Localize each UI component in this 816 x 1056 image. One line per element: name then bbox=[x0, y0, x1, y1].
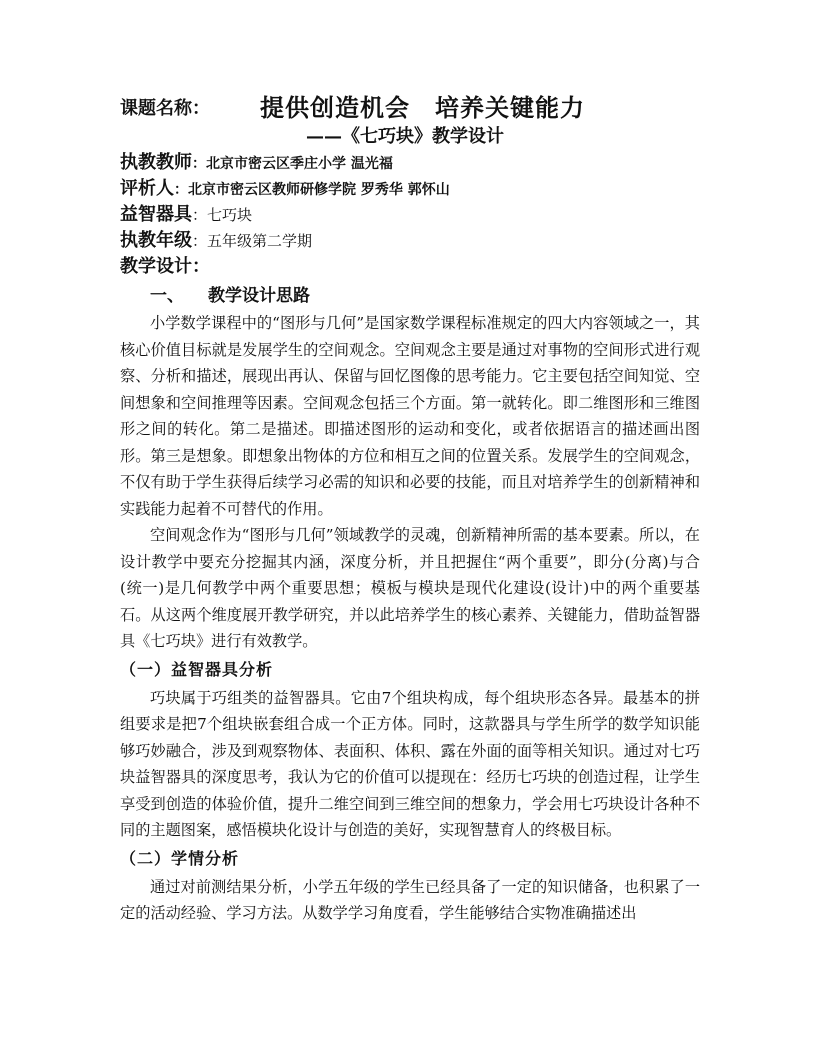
meta-grade bbox=[120, 228, 700, 254]
title-label: 课题名称： bbox=[120, 98, 210, 119]
page-title: 提供创造机会 培养关键能力 bbox=[260, 93, 585, 122]
tool-value: ：七巧块 bbox=[192, 206, 253, 224]
meta-reviewer bbox=[120, 176, 700, 202]
section-title: 教学设计思路 bbox=[208, 286, 310, 306]
subsection-heading-tool: （一）益智器具分析 bbox=[120, 659, 274, 679]
design-key: 教学设计： bbox=[120, 256, 210, 277]
section-heading-1 bbox=[120, 282, 700, 310]
document-page bbox=[120, 88, 700, 927]
teacher-key: 执教教师 bbox=[120, 152, 192, 173]
page-subtitle: ——《七巧块》教学设计 bbox=[306, 126, 504, 147]
grade-value: ：五年级第二学期 bbox=[192, 232, 313, 250]
subsection-heading-students: （二）学情分析 bbox=[120, 848, 240, 868]
section-number: 一、 bbox=[150, 286, 184, 306]
meta-design bbox=[120, 254, 700, 280]
paragraph-2: 空间观念作为“图形与几何”领域教学的灵魂，创新精神所需的基本要素。所以，在设计教学中要充分挖掘其内涵，深度分析，并且把握住“两个重要”，即分(分离)与合(统一)是几何教学中两个重要思想；模板与模块是现代化建设(设计)中的两个重要基石。从这两个维度展开教学研究，并以此培养学生的核心素养、关键能力，借助益智器具《七巧块》进行有效教学。 bbox=[120, 526, 700, 650]
reviewer-value: ：北京市密云区教师研修学院 罗秀华 郭怀山 bbox=[174, 182, 450, 198]
grade-key: 执教年级 bbox=[120, 230, 192, 251]
meta-teacher bbox=[120, 150, 700, 176]
paragraph-students: 通过对前测结果分析，小学五年级的学生已经具备了一定的知识储备，也积累了一定的活动经验、学习方法。从数学学习角度看，学生能够结合实物准确描述出 bbox=[120, 877, 700, 922]
paragraph-1: 小学数学课程中的“图形与几何”是国家数学课程标准规定的四大内容领域之一，其核心价值目标就是发展学生的空间观念。空间观念主要是通过对事物的空间形式进行观察、分析和描述，展现出再认、保留与回忆图像的思考能力。它主要包括空间知觉、空间想象和空间推理等因素。空间观念包括三个方面。第一就转化。即二维图形和三维图形之间的转化。第二是描述。即描述图形的运动和变化，或者依据语言的描述画出图形。第三是想象。即想象出物体的方位和相互之间的位置关系。发展学生的空间观念，不仅有助于学生获得后续学习必需的知识和必要的技能，而且对培养学生的创新精神和实践能力起着不可替代的作用。 bbox=[120, 314, 700, 518]
reviewer-key: 评析人 bbox=[120, 178, 174, 199]
meta-tool bbox=[120, 202, 700, 228]
title-row bbox=[120, 88, 700, 122]
paragraph-tool: 巧块属于巧组类的益智器具。它由7个组块构成，每个组块形态各异。最基本的拼组要求是把7个组块嵌套组合成一个正方体。同时，这款器具与学生所学的数学知识能够巧妙融合，涉及到观察物体、表面积、体积、露在外面的面等相关知识。通过对七巧块益智器具的深度思考，我认为它的价值可以提现在：经历七巧块的创造过程，让学生享受到创造的体验价值，提升二维空间到三维空间的想象力，学会用七巧块设计各种不同的主题图案，感悟模块化设计与创造的美好，实现智慧育人的终极目标。 bbox=[120, 688, 700, 839]
tool-key: 益智器具 bbox=[120, 204, 192, 225]
teacher-value: ：北京市密云区季庄小学 温光福 bbox=[192, 156, 393, 172]
